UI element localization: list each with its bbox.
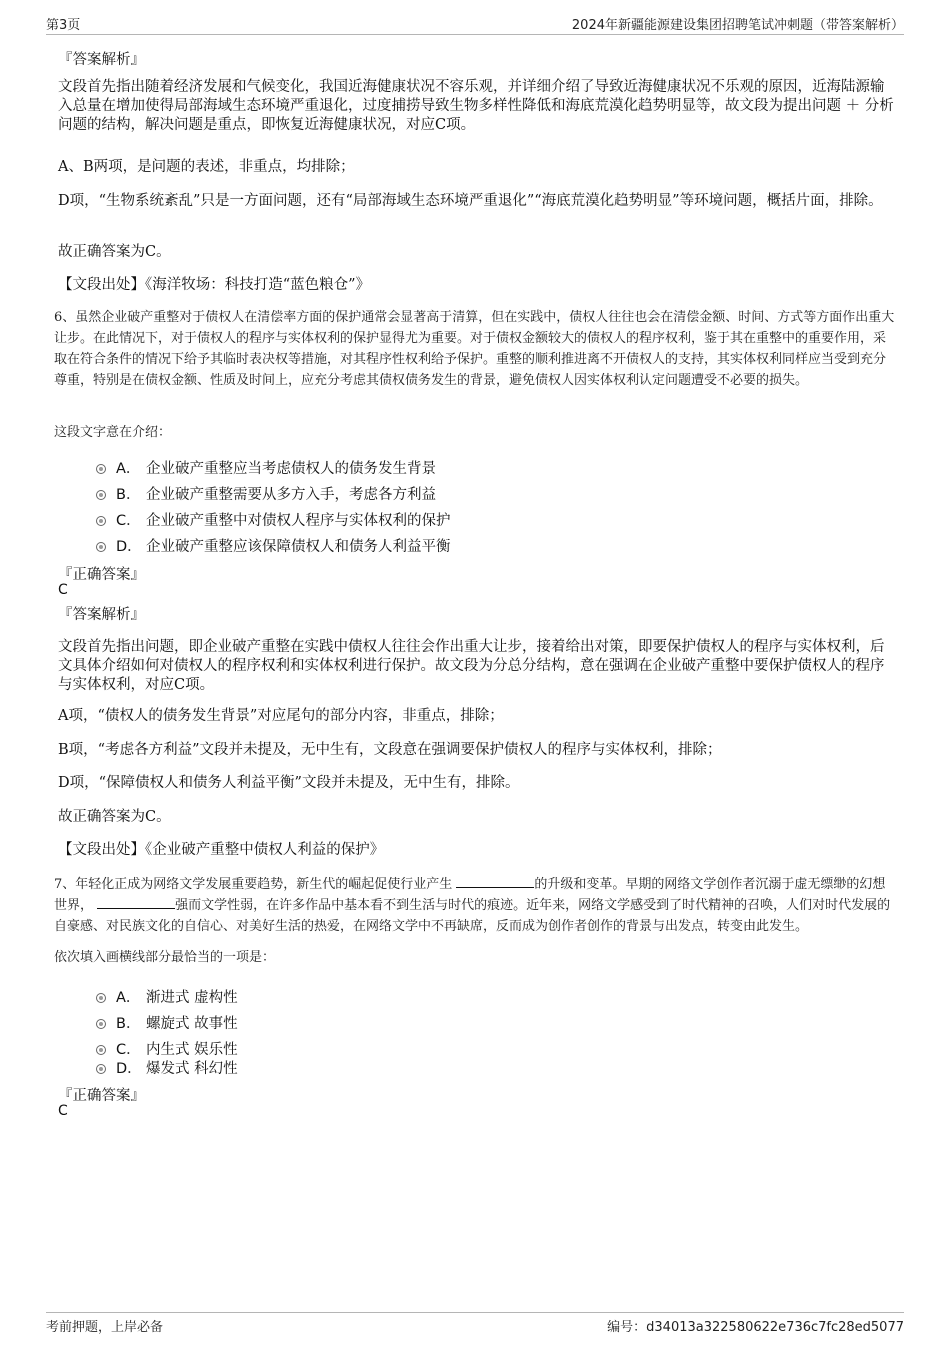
fill-blank-1	[456, 875, 534, 888]
fill-blank-2	[97, 896, 175, 909]
q6-analysis-d: D项，“保障债权人和债务人利益平衡”文段并未提及，无中生有，排除。	[58, 775, 520, 791]
q6-option-d[interactable]: D． 企业破产重整应该保障债权人和债务人利益平衡	[96, 535, 451, 556]
q6-option-c[interactable]: C． 企业破产重整中对债权人程序与实体权利的保护	[96, 509, 451, 530]
page-footer	[46, 1312, 904, 1337]
q6-analysis-label: 『答案解析』	[58, 607, 145, 623]
q6-prompt: 这段文字意在介绍：	[54, 425, 172, 440]
radio-icon[interactable]	[96, 516, 106, 526]
q7-option-b[interactable]: B． 螺旋式 故事性	[96, 1012, 238, 1033]
radio-icon[interactable]	[96, 993, 106, 1003]
q5-source: 【文段出处】《海洋牧场：科技打造“蓝色粮仓”》	[58, 277, 371, 293]
q6-conclusion: 故正确答案为C。	[58, 809, 171, 825]
page-number: 第3页	[46, 18, 81, 33]
q5-analysis-text: 文段首先指出随着经济发展和气候变化，我国近海健康状况不容乐观，并详细介绍了导致近海健康状况不乐观的原因，近海陆源输入总量在增加使得局部海域生态环境严重退化，过度捕捞导致生物多样性降低和海底荒漠化趋势明显等，故文段为提出问题 ＋ 分析问题的结构，解决问题是重点，即恢复近海健康状况，对应C项。	[58, 79, 894, 133]
q6-analysis-a: A项，“债权人的债务发生背景”对应尾句的部分内容，非重点，排除；	[58, 708, 504, 724]
q6-answer-label: 『正确答案』	[58, 567, 145, 583]
q6-option-b[interactable]: B． 企业破产重整需要从多方入手，考虑各方利益	[96, 483, 436, 504]
q6-stem: 6、虽然企业破产重整对于债权人在清偿率方面的保护通常会显著高于清算，但在实践中，债权人往往也会在清偿金额、时间、方式等方面作出重大让步。在此情况下，对于债权人的程序与实体权利的保护显得尤为重要。对于债权金额较大的债权人的程序权利，鉴于其在重整中的重要作用，采取在符合条件的情况下给予其临时表决权等措施，对其程序性权利给予保护。重整的顺利推进离不开债权人的支持，其实体权利同样应当受到充分尊重，特别是在债权金额、性质及时间上，应充分考虑其债权债务发生的背景，避免债权人因实体权利认定问题遭受不必要的损失。	[54, 310, 895, 388]
q7-prompt: 依次填入画横线部分最恰当的一项是：	[54, 950, 276, 965]
q5-analysis-label: 『答案解析』	[58, 52, 145, 68]
q6-answer: C	[58, 582, 68, 598]
q5-analysis-ab: A、B两项，是问题的表述，非重点，均排除；	[58, 159, 355, 175]
q7-option-d[interactable]: D． 爆发式 科幻性	[96, 1057, 238, 1078]
q7-stem: 7、年轻化正成为网络文学发展重要趋势，新生代的崛起促使行业产生 的升级和变革。早期的网络文学创作者沉溺于虚无缥缈的幻想世界， 强而文学性弱，在许多作品中基本看不到生活与时代的痕迹。近年来，网络文学感受到了时代精神的召唤，人们对时代发展的自豪感、对民族文化的自信心、对美好生活的热爱，在网络文学中不再缺席，反而成为创作者创作的背景与出发点，转变由此发生。	[54, 877, 891, 934]
q7-option-c[interactable]: C． 内生式 娱乐性	[96, 1038, 238, 1059]
q7-answer-label: 『正确答案』	[58, 1088, 145, 1104]
q6-option-a[interactable]: A． 企业破产重整应当考虑债权人的债务发生背景	[96, 457, 436, 478]
radio-icon[interactable]	[96, 464, 106, 474]
q6-analysis-b: B项，“考虑各方利益”文段并未提及，无中生有，文段意在强调要保护债权人的程序与实体权利，排除；	[58, 742, 722, 758]
q7-option-a[interactable]: A． 渐进式 虚构性	[96, 986, 238, 1007]
q7-answer: C	[58, 1103, 68, 1119]
radio-icon[interactable]	[96, 542, 106, 552]
radio-icon[interactable]	[96, 1064, 106, 1074]
radio-icon[interactable]	[96, 1019, 106, 1029]
q6-source: 【文段出处】《企业破产重整中债权人利益的保护》	[58, 842, 385, 858]
radio-icon[interactable]	[96, 1045, 106, 1055]
q5-analysis-d: D项，“生物系统紊乱”只是一方面问题，还有“局部海域生态环境严重退化”“海底荒漠化趋势明显”等环境问题，概括片面，排除。	[58, 193, 883, 209]
q5-conclusion: 故正确答案为C。	[58, 244, 171, 260]
document-title: 2024年新疆能源建设集团招聘笔试冲刺题（带答案解析）	[571, 18, 904, 33]
page-header	[46, 14, 904, 35]
radio-icon[interactable]	[96, 490, 106, 500]
q6-analysis-text: 文段首先指出问题，即企业破产重整在实践中债权人往往会作出重大让步，接着给出对策，即要保护债权人的程序与实体权利，后文具体介绍如何对债权人的程序权利和实体权利进行保护。故文段为分总分结构，意在强调在企业破产重整中要保护债权人的程序与实体权利，对应C项。	[58, 639, 885, 693]
document-code: 编号：d34013a322580622e736c7fc28ed5077	[607, 1320, 904, 1335]
footer-slogan: 考前押题，上岸必备	[46, 1320, 164, 1335]
